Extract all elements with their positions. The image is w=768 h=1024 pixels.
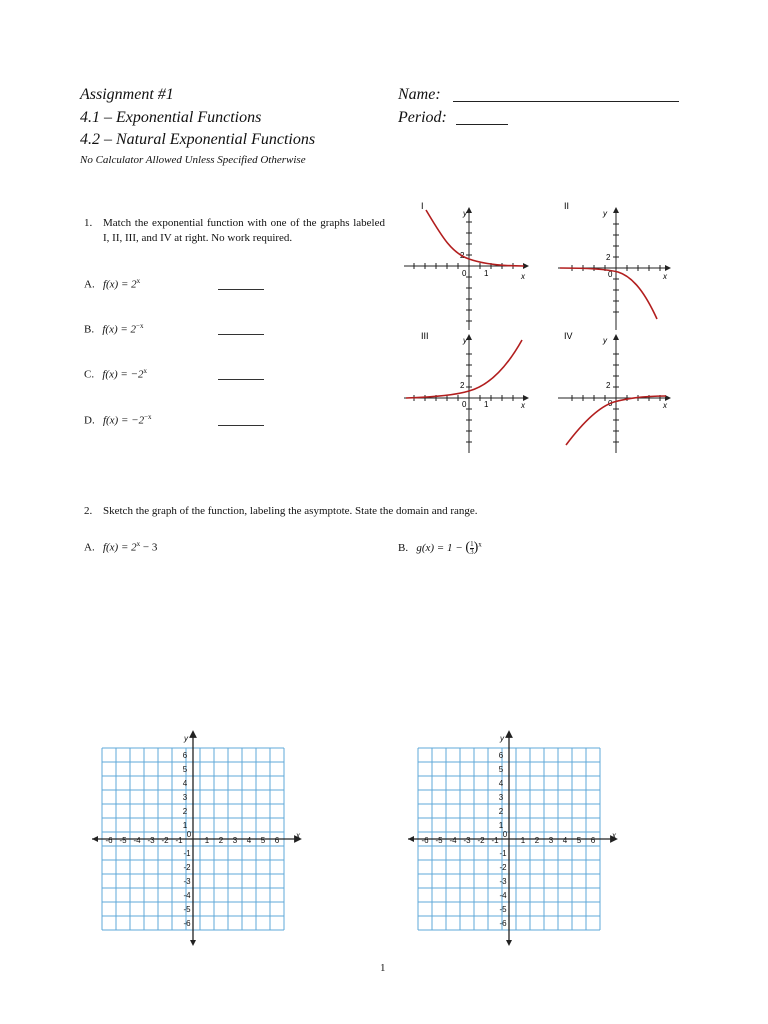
x-tick-label: 6	[274, 836, 280, 845]
x-axis-label: x	[296, 831, 300, 840]
q1-number: 1.	[84, 217, 93, 229]
x-tick-label: -3	[147, 836, 155, 845]
period-field[interactable]	[456, 124, 508, 125]
y-tick-label: -1	[183, 849, 191, 858]
svg-text:1: 1	[484, 400, 489, 409]
y-tick-label: -3	[499, 877, 507, 886]
x-tick-label: 2	[534, 836, 540, 845]
graph-iii	[404, 331, 526, 453]
graph-label-i: I	[421, 201, 424, 211]
y-tick-label: 2	[498, 807, 504, 816]
svg-text:x: x	[663, 401, 667, 410]
svg-text:y: y	[463, 209, 467, 218]
y-tick-label: -6	[499, 919, 507, 928]
q1-answer-b[interactable]	[218, 324, 264, 335]
x-axis-label: x	[612, 831, 616, 840]
y-tick-label: 5	[182, 765, 188, 774]
x-tick-label: -4	[133, 836, 141, 845]
section-4-2: 4.2 – Natural Exponential Functions	[80, 131, 316, 148]
graph-iv	[558, 331, 668, 453]
y-tick-label: 5	[498, 765, 504, 774]
q1-prompt: Match the exponential function with one of the graphs labeled I, II, III, and IV at right. No work required.	[103, 217, 385, 244]
graph-label-iii: III	[421, 331, 429, 341]
svg-text:x: x	[521, 272, 525, 281]
curve-i	[426, 210, 524, 266]
q1-graphs	[396, 195, 686, 460]
x-tick-label: -6	[105, 836, 113, 845]
svg-text:y: y	[603, 209, 607, 218]
svg-text:2: 2	[606, 381, 611, 390]
svg-text:2: 2	[460, 381, 465, 390]
period-label: Period:	[398, 109, 447, 126]
grid-a[interactable]	[90, 730, 310, 950]
q1-answer-a[interactable]	[218, 279, 264, 290]
origin-label: 0	[502, 830, 508, 839]
q1-answer-d[interactable]	[218, 415, 264, 426]
page-number: 1	[380, 962, 386, 974]
y-tick-label: -5	[183, 905, 191, 914]
y-tick-label: -3	[183, 877, 191, 886]
y-tick-label: -2	[499, 863, 507, 872]
x-tick-label: -4	[449, 836, 457, 845]
y-axis-label: y	[500, 734, 504, 743]
x-tick-label: 1	[520, 836, 526, 845]
q2-prompt: Sketch the graph of the function, labeling the asymptote. State the domain and range.	[103, 505, 478, 517]
x-tick-label: 5	[576, 836, 582, 845]
origin-label: 0	[186, 830, 192, 839]
x-tick-label: 1	[204, 836, 210, 845]
svg-text:y: y	[463, 336, 467, 345]
svg-text:x: x	[521, 401, 525, 410]
calculator-note: No Calculator Allowed Unless Specified Otherwise	[80, 154, 306, 166]
assignment-title: Assignment #1	[80, 86, 174, 103]
y-tick-label: -6	[183, 919, 191, 928]
y-tick-label: 2	[182, 807, 188, 816]
q1-item-d: D. $f(x) = -2^{-x}$	[84, 413, 152, 427]
graph-i	[404, 201, 526, 330]
y-tick-label: 6	[498, 751, 504, 760]
graph-label-iv: IV	[564, 331, 573, 341]
q2-item-a: A. $f(x) = 2^x - 3$	[84, 540, 158, 554]
x-tick-label: 3	[232, 836, 238, 845]
x-tick-label: -1	[175, 836, 183, 845]
grid-b[interactable]	[406, 730, 626, 950]
y-tick-label: -5	[499, 905, 507, 914]
x-tick-label: -6	[421, 836, 429, 845]
x-tick-label: 3	[548, 836, 554, 845]
svg-text:0: 0	[608, 399, 613, 408]
name-field[interactable]	[453, 101, 679, 102]
x-tick-label: -1	[491, 836, 499, 845]
q1-answer-c[interactable]	[218, 369, 264, 380]
svg-text:x: x	[663, 272, 667, 281]
q2-item-b: B. $g(x) = 1 - (\frac{1}{3})^x$	[398, 539, 482, 556]
y-tick-label: -4	[499, 891, 507, 900]
y-tick-label: 4	[182, 779, 188, 788]
name-label: Name:	[398, 86, 441, 103]
svg-text:0: 0	[462, 400, 467, 409]
y-tick-label: 4	[498, 779, 504, 788]
y-tick-label: -4	[183, 891, 191, 900]
x-tick-label: 6	[590, 836, 596, 845]
y-axis-label: y	[184, 734, 188, 743]
y-tick-label: -2	[183, 863, 191, 872]
svg-text:0: 0	[462, 269, 467, 278]
q1-item-b: B. $f(x) = 2^{-x}$	[84, 322, 144, 336]
svg-text:1: 1	[484, 269, 489, 278]
section-4-1: 4.1 – Exponential Functions	[80, 109, 262, 126]
svg-text:2: 2	[460, 251, 465, 260]
q1-item-c: C. $f(x) = -2^x$	[84, 367, 147, 381]
y-tick-label: 1	[498, 821, 504, 830]
y-tick-label: -1	[499, 849, 507, 858]
y-tick-label: 6	[182, 751, 188, 760]
x-tick-label: -2	[477, 836, 485, 845]
x-tick-label: 4	[562, 836, 568, 845]
y-tick-label: 1	[182, 821, 188, 830]
svg-text:2: 2	[606, 253, 611, 262]
x-tick-label: 5	[260, 836, 266, 845]
x-tick-label: 4	[246, 836, 252, 845]
q2-number: 2.	[84, 505, 93, 517]
x-tick-label: -5	[119, 836, 127, 845]
y-tick-label: 3	[498, 793, 504, 802]
svg-text:0: 0	[608, 270, 613, 279]
x-tick-label: 2	[218, 836, 224, 845]
graph-label-ii: II	[564, 201, 570, 211]
y-tick-label: 3	[182, 793, 188, 802]
x-tick-label: -3	[463, 836, 471, 845]
x-tick-label: -2	[161, 836, 169, 845]
q1-item-a: A. $f(x) = 2^x$	[84, 277, 141, 291]
x-tick-label: -5	[435, 836, 443, 845]
graph-ii	[558, 201, 668, 330]
svg-text:y: y	[603, 336, 607, 345]
